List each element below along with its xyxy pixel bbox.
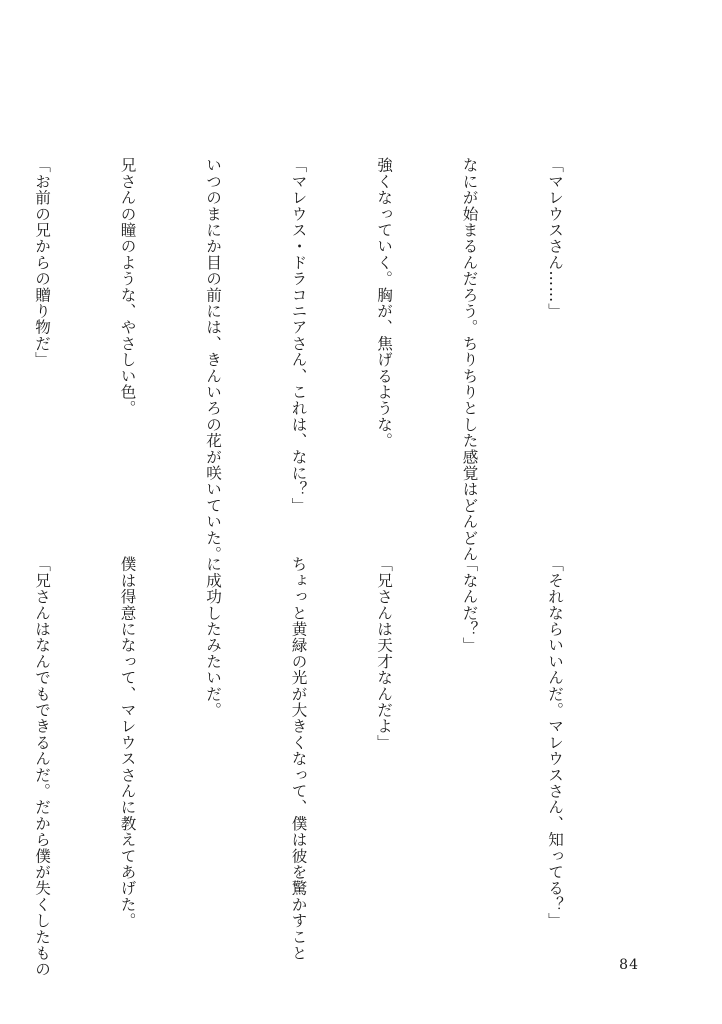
text-line: 「マレウスさん……」: [546, 157, 564, 319]
text-line: いつのまにか目の前には、きんいろの花が咲いていた。: [204, 157, 222, 562]
page-number: 84: [619, 957, 639, 973]
text-line: 「それならいいんだ。マレウスさん、知ってる？」: [546, 556, 564, 929]
text-line: 「お前の兄からの贈り物だ」: [33, 157, 51, 368]
text-line: 「マレウス・ドラコニアさん、これは、なに？」: [289, 157, 308, 514]
text-line: 「兄さんは天才なんだよ」: [375, 556, 393, 751]
upper-text-block: [0, 157, 626, 562]
text-line: なにが始まるんだろう。ちりちりとした感覚はどんどん: [460, 157, 479, 562]
text-line: 僕は得意になって、マレウスさんに教えてあげた。: [118, 556, 137, 929]
text-line: 「兄さんはなんでもできるんだ。だから僕が失くしたもの: [33, 556, 51, 978]
lower-text-block: [0, 556, 626, 978]
text-line: 兄さんの瞳のような、やさしい色。: [118, 157, 137, 417]
text-line: ちょっと黄緑の光が大きくなって、僕は彼を驚かすこと: [289, 556, 308, 961]
text-line: 強くなっていく。胸が、焦げるような。: [375, 157, 393, 449]
text-line: に成功したみたいだ。: [204, 556, 222, 718]
text-line: 「なんだ？」: [460, 556, 479, 654]
